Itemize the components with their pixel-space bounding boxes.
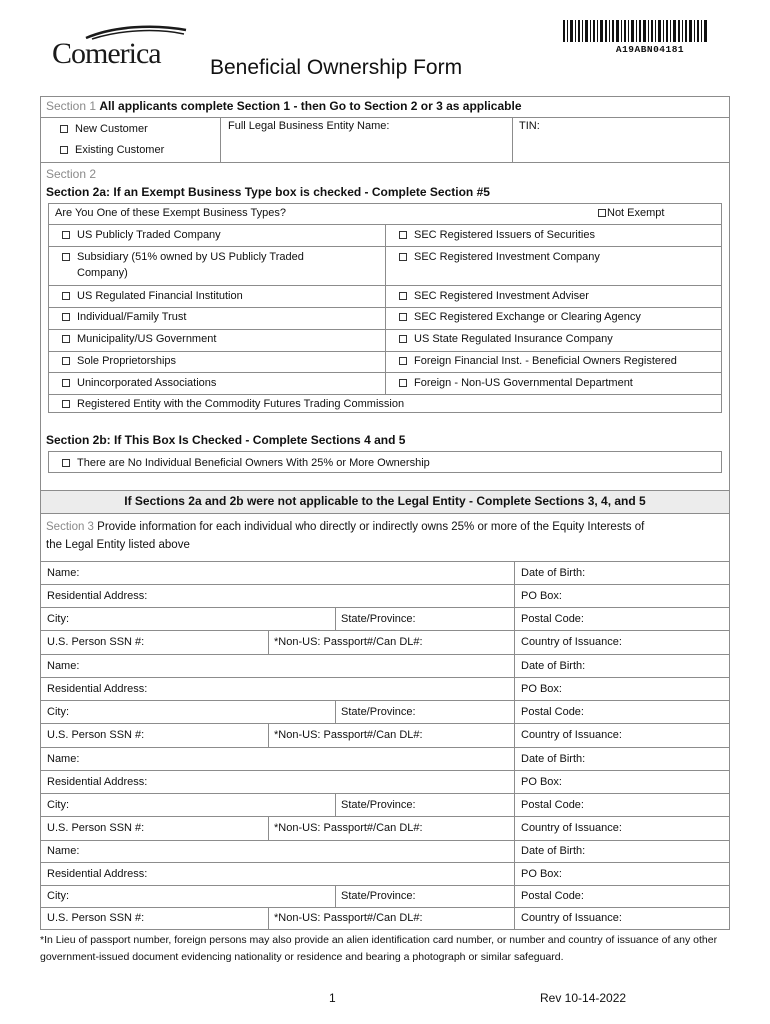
- name-label[interactable]: Name:: [47, 753, 80, 765]
- passport-label[interactable]: *Non-US: Passport#/Can DL#:: [274, 912, 423, 924]
- section1-header: Section 1 All applicants complete Section 1 - then Go to Section 2 or 3 as applicable: [46, 99, 522, 113]
- checkbox-icon[interactable]: [62, 253, 70, 261]
- existing-customer-option[interactable]: Existing Customer: [60, 144, 164, 157]
- address-label[interactable]: Residential Address:: [47, 776, 148, 788]
- owner-block-2: [0, 654, 770, 747]
- existing-customer-checkbox[interactable]: [60, 146, 68, 154]
- entity-name-field[interactable]: [221, 133, 511, 161]
- exempt-option[interactable]: Unincorporated Associations: [62, 377, 216, 390]
- not-exempt-checkbox[interactable]: [598, 209, 606, 217]
- checkbox-icon[interactable]: [62, 313, 70, 321]
- sections-banner: If Sections 2a and 2b were not applicable to the Legal Entity - Complete Sections 3, 4, and 5: [124, 494, 646, 508]
- exempt-question: Are You One of these Exempt Business Types?: [55, 207, 286, 219]
- country-label[interactable]: Country of Issuance:: [521, 822, 622, 834]
- ssn-label[interactable]: U.S. Person SSN #:: [47, 822, 145, 834]
- owner-block-1: [0, 561, 770, 654]
- section3-instruction-2: the Legal Entity listed above: [46, 539, 190, 551]
- country-label[interactable]: Country of Issuance:: [521, 912, 622, 924]
- revision-date: Rev 10-14-2022: [540, 991, 627, 1005]
- checkbox-icon[interactable]: [399, 357, 407, 365]
- checkbox-icon[interactable]: [62, 335, 70, 343]
- checkbox-icon[interactable]: [399, 253, 407, 261]
- exempt-option[interactable]: Municipality/US Government: [62, 333, 216, 346]
- city-label[interactable]: City:: [47, 799, 69, 811]
- passport-label[interactable]: *Non-US: Passport#/Can DL#:: [274, 822, 423, 834]
- exempt-option[interactable]: Foreign - Non-US Governmental Department: [399, 377, 633, 390]
- exempt-option[interactable]: US State Regulated Insurance Company: [399, 333, 613, 346]
- checkbox-icon[interactable]: [62, 292, 70, 300]
- tin-field[interactable]: [513, 133, 729, 161]
- new-customer-checkbox[interactable]: [60, 125, 68, 133]
- dob-label[interactable]: Date of Birth:: [521, 567, 586, 579]
- name-label[interactable]: Name:: [47, 660, 80, 672]
- page-number: 1: [329, 991, 336, 1005]
- dob-label[interactable]: Date of Birth:: [521, 753, 586, 765]
- section2b-heading: Section 2b: If This Box Is Checked - Complete Sections 4 and 5: [46, 433, 406, 447]
- state-label[interactable]: State/Province:: [341, 799, 416, 811]
- state-label[interactable]: State/Province:: [341, 613, 416, 625]
- checkbox-icon[interactable]: [62, 357, 70, 365]
- city-label[interactable]: City:: [47, 706, 69, 718]
- section3-instruction: Section 3 Provide information for each individual who directly or indirectly owns 25% or more of the Equity Interests of: [46, 521, 645, 533]
- owner-block-3: [0, 747, 770, 840]
- exempt-option[interactable]: Subsidiary (51% owned by US Publicly Traded: [62, 251, 304, 264]
- barcode-number: A19ABN04181: [615, 44, 685, 55]
- exempt-option[interactable]: Individual/Family Trust: [62, 311, 186, 324]
- logo-wordmark: Comerica: [52, 37, 161, 70]
- passport-footnote: *In Lieu of passport number, foreign persons may also provide an alien identification card number, or number and country of issuance of any other government-issued document evidencing nationality or residence and bearing a photograph or similar safeguard.: [40, 934, 718, 963]
- barcode-icon: [563, 20, 709, 42]
- checkbox-icon[interactable]: [62, 379, 70, 387]
- no-owners-option[interactable]: There are No Individual Beneficial Owners With 25% or More Ownership: [62, 457, 430, 470]
- passport-label[interactable]: *Non-US: Passport#/Can DL#:: [274, 729, 423, 741]
- address-label[interactable]: Residential Address:: [47, 683, 148, 695]
- checkbox-icon[interactable]: [399, 292, 407, 300]
- exempt-option[interactable]: Sole Proprietorships: [62, 355, 176, 368]
- country-label[interactable]: Country of Issuance:: [521, 729, 622, 741]
- exempt-option-cftc[interactable]: Registered Entity with the Commodity Futures Trading Commission: [62, 398, 404, 411]
- new-customer-option[interactable]: New Customer: [60, 123, 148, 136]
- exempt-option-continued: Company): [77, 267, 128, 279]
- exempt-option[interactable]: SEC Registered Exchange or Clearing Agency: [399, 311, 641, 324]
- section2-label: Section 2: [46, 167, 97, 181]
- checkbox-icon[interactable]: [399, 335, 407, 343]
- exempt-option[interactable]: Foreign Financial Inst. - Beneficial Owners Registered: [399, 355, 677, 368]
- checkbox-icon[interactable]: [62, 231, 70, 239]
- dob-label[interactable]: Date of Birth:: [521, 660, 586, 672]
- section2a-heading: Section 2a: If an Exempt Business Type box is checked - Complete Section #5: [46, 185, 490, 199]
- city-label[interactable]: City:: [47, 890, 69, 902]
- ssn-label[interactable]: U.S. Person SSN #:: [47, 636, 145, 648]
- form-title: Beneficial Ownership Form: [210, 56, 463, 79]
- state-label[interactable]: State/Province:: [341, 890, 416, 902]
- entity-name-label: Full Legal Business Entity Name:: [228, 120, 390, 132]
- pobox-label[interactable]: PO Box:: [521, 776, 562, 788]
- dob-label[interactable]: Date of Birth:: [521, 845, 586, 857]
- postal-label[interactable]: Postal Code:: [521, 799, 584, 811]
- postal-label[interactable]: Postal Code:: [521, 613, 584, 625]
- pobox-label[interactable]: PO Box:: [521, 683, 562, 695]
- exempt-option[interactable]: SEC Registered Investment Adviser: [399, 290, 589, 303]
- owner-block-4: [0, 840, 770, 930]
- pobox-label[interactable]: PO Box:: [521, 590, 562, 602]
- tin-label: TIN:: [519, 120, 540, 132]
- no-owners-checkbox[interactable]: [62, 459, 70, 467]
- checkbox-icon[interactable]: [399, 313, 407, 321]
- postal-label[interactable]: Postal Code:: [521, 706, 584, 718]
- postal-label[interactable]: Postal Code:: [521, 890, 584, 902]
- checkbox-icon[interactable]: [399, 231, 407, 239]
- name-label[interactable]: Name:: [47, 567, 80, 579]
- name-label[interactable]: Name:: [47, 845, 80, 857]
- address-label[interactable]: Residential Address:: [47, 590, 148, 602]
- pobox-label[interactable]: PO Box:: [521, 868, 562, 880]
- not-exempt-option[interactable]: Not Exempt: [598, 207, 664, 220]
- comerica-logo: [52, 24, 192, 70]
- ssn-label[interactable]: U.S. Person SSN #:: [47, 729, 145, 741]
- country-label[interactable]: Country of Issuance:: [521, 636, 622, 648]
- exempt-option[interactable]: US Publicly Traded Company: [62, 229, 221, 242]
- exempt-option[interactable]: SEC Registered Investment Company: [399, 251, 600, 264]
- passport-label[interactable]: *Non-US: Passport#/Can DL#:: [274, 636, 423, 648]
- ssn-label[interactable]: U.S. Person SSN #:: [47, 912, 145, 924]
- exempt-option[interactable]: US Regulated Financial Institution: [62, 290, 243, 303]
- checkbox-icon[interactable]: [399, 379, 407, 387]
- city-label[interactable]: City:: [47, 613, 69, 625]
- checkbox-icon[interactable]: [62, 400, 70, 408]
- exempt-option[interactable]: SEC Registered Issuers of Securities: [399, 229, 595, 242]
- state-label[interactable]: State/Province:: [341, 706, 416, 718]
- address-label[interactable]: Residential Address:: [47, 868, 148, 880]
